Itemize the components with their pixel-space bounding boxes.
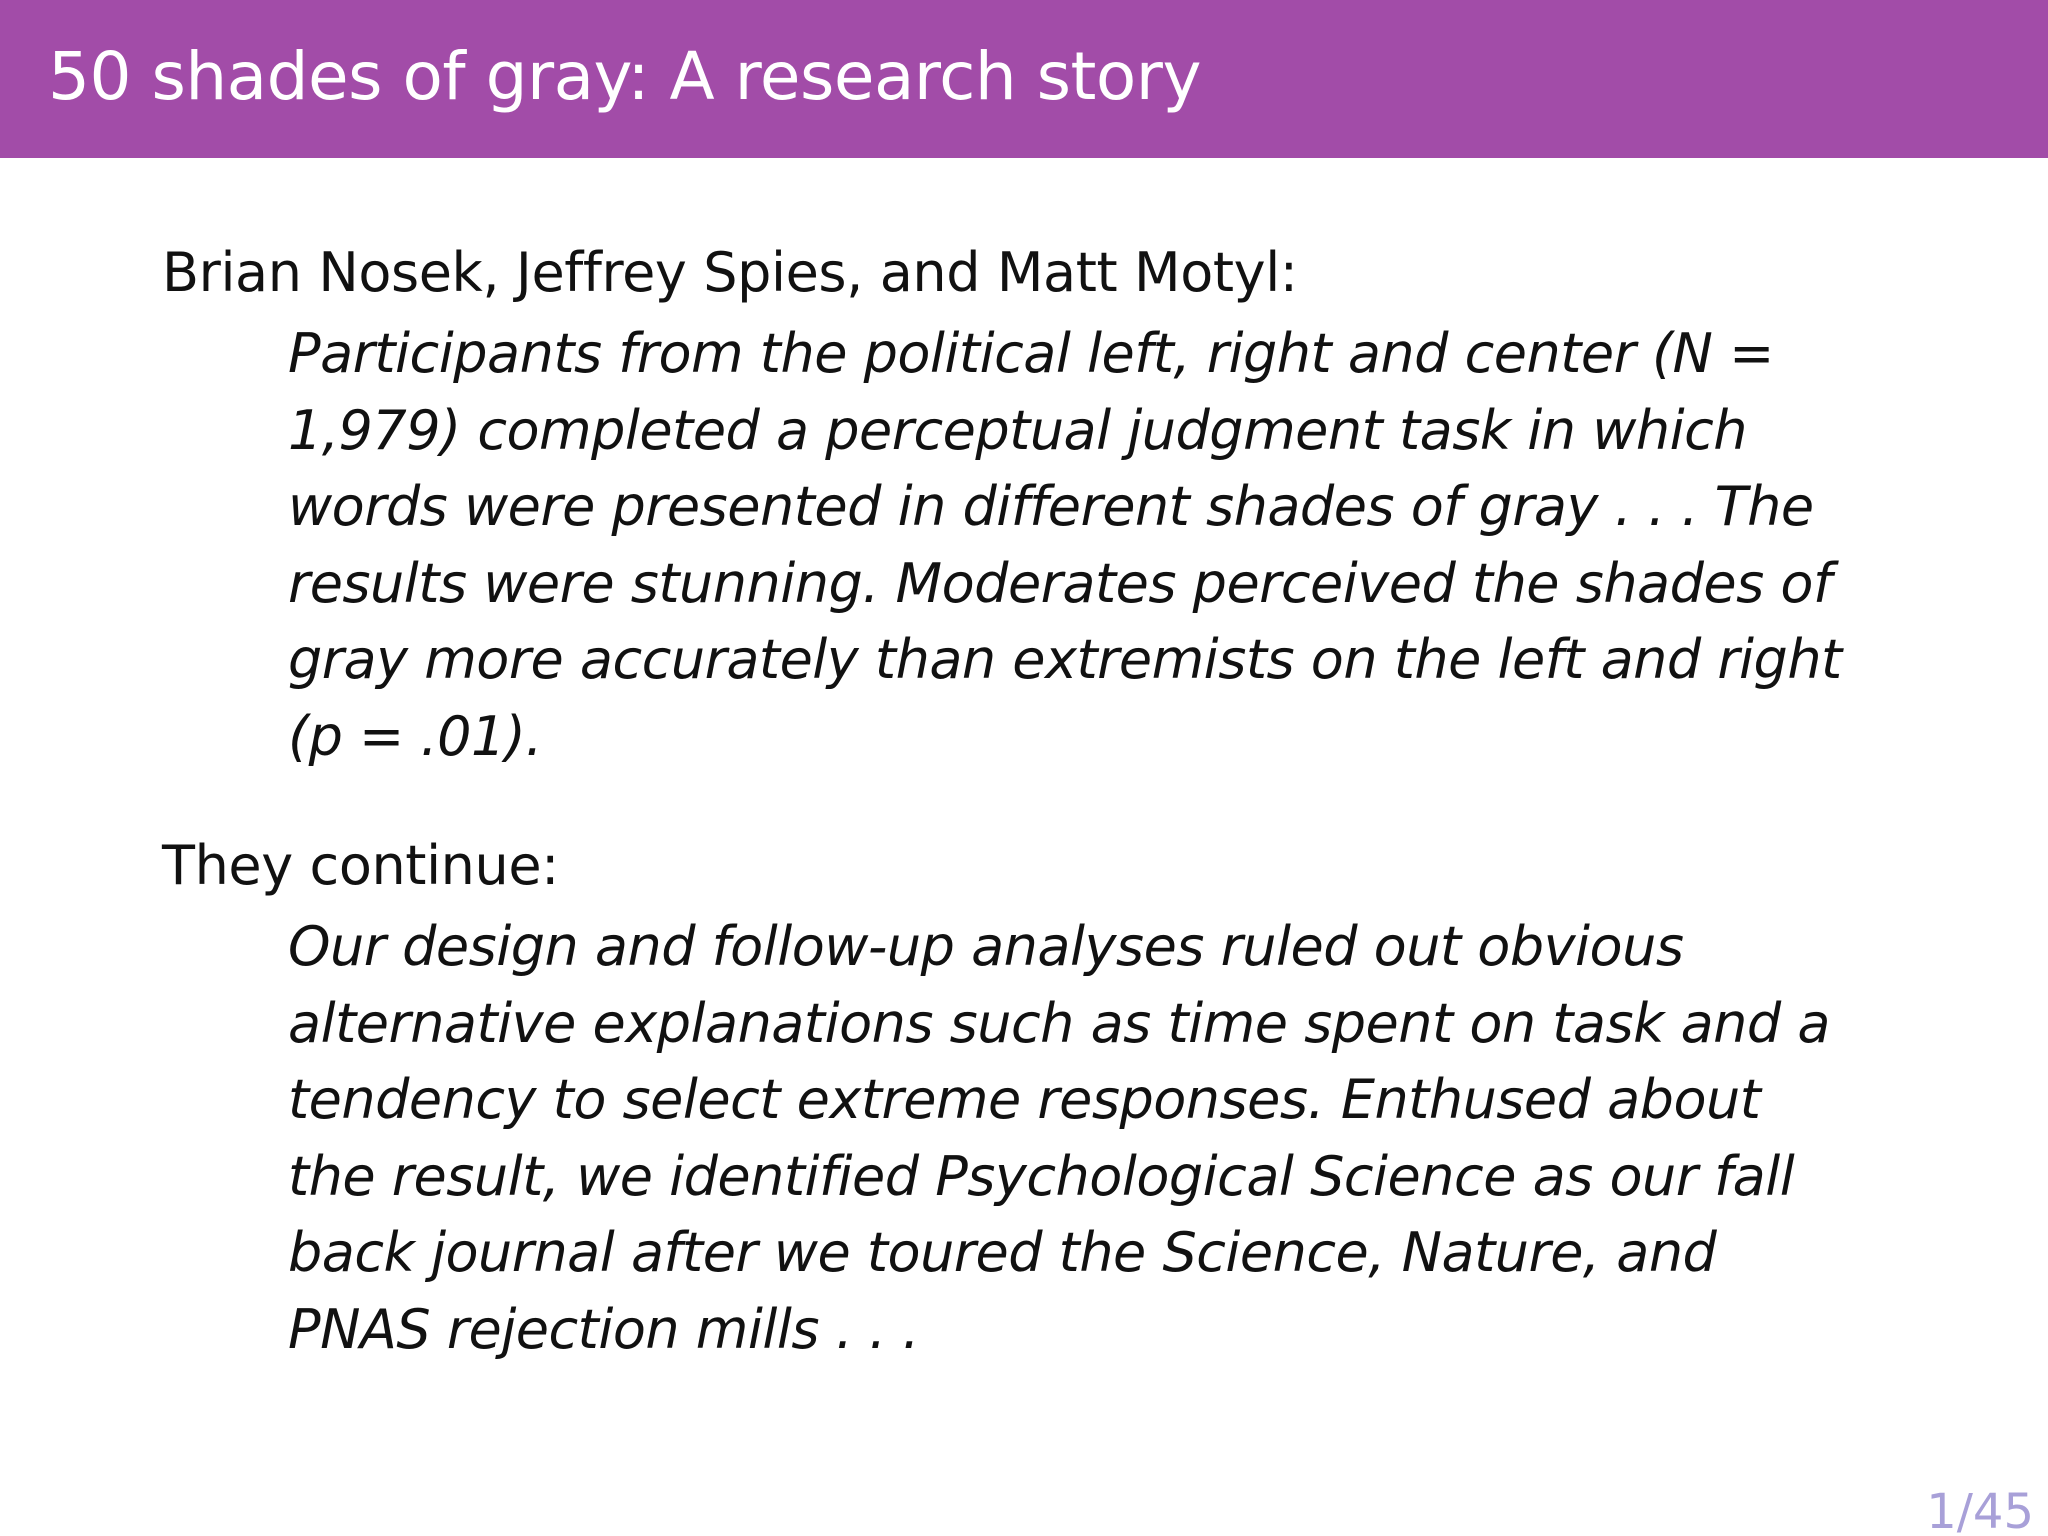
quote-1-line: 1,979) completed a perceptual judgment task in which [288,398,1747,462]
quote-1-line: (p = .01). [288,704,543,768]
quote-1-line: results were stunning. Moderates perceived the shades of [288,551,1832,615]
quote-2-line: Our design and follow-up analyses ruled out obvious [288,915,1684,978]
slide-title: 50 shades of gray: A research story [48,38,1202,115]
quote-1-line: gray more accurately than extremists on the left and right [288,628,1842,691]
quote-2-line: alternative explanations such as time spent on task and a [288,991,1830,1055]
intro-continue: They continue: [162,834,559,897]
slide-content [162,240,1842,1368]
quote-1-line: words were presented in different shades of gray . . . The [288,475,1814,538]
quote-block-1 [288,316,1842,775]
quote-block-2 [288,909,1830,1368]
quote-2-line: the result, we identified Psychological Science as our fall [288,1144,1795,1208]
intro-authors: Brian Nosek, Jeffrey Spies, and Matt Motyl: [162,241,1298,304]
page-number: 1/45 [1926,1484,2034,1536]
quote-2-line: PNAS rejection mills . . . [288,1297,920,1361]
quote-1-line: Participants from the political left, right and center (N = [288,322,1774,385]
quote-2-line: back journal after we toured the Science, Nature, and [288,1221,1717,1284]
slide-title-bar [0,0,2048,158]
quote-2-line: tendency to select extreme responses. Enthused about [288,1068,1761,1131]
